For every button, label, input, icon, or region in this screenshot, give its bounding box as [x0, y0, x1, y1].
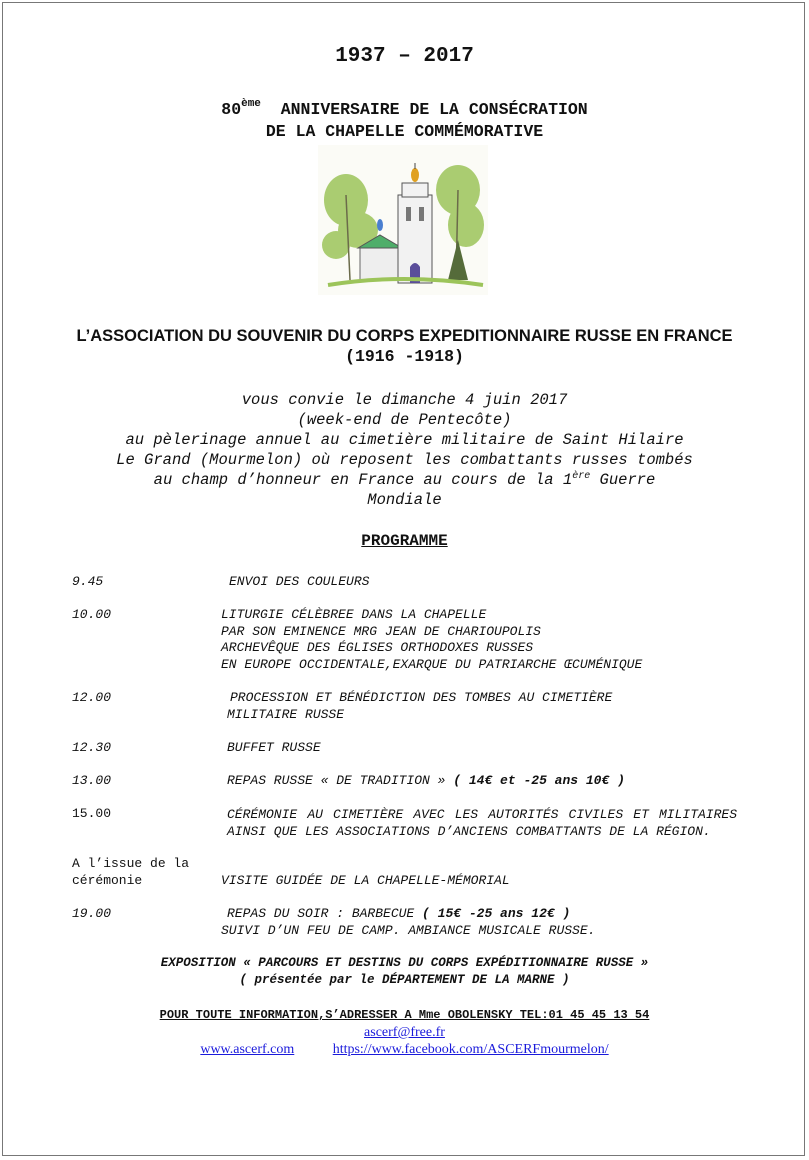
- programme-text: MILITAIRE RUSSE: [227, 707, 345, 722]
- association-years: (1916 -1918): [345, 347, 464, 366]
- exposition-title: EXPOSITION « PARCOURS ET DESTINS DU CORPS EXPÉDITIONNAIRE RUSSE »: [160, 956, 649, 970]
- programme-text: ENVOI DES COULEURS: [229, 574, 370, 589]
- anniversary-line1: 80ème ANNIVERSAIRE DE LA CONSÉCRATION: [221, 98, 588, 119]
- website-link[interactable]: www.ascerf.com: [200, 1042, 295, 1057]
- programme-text: REPAS DU SOIR : BARBECUE ( 15€ -25 ans 12€ ): [227, 906, 571, 921]
- chapel-illustration: [318, 145, 488, 295]
- programme-time: 13.00: [72, 773, 112, 788]
- programme-text: CÉRÉMONIE AU CIMETIÈRE AVEC LES AUTORITÉS CIVILES ET MILITAIRES AINSI QUE LES ASSOCIATIONS D’ANCIENS COMBATTANTS DE LA RÉGION.: [227, 807, 737, 839]
- programme-time: 19.00: [72, 906, 112, 921]
- invitation-line: (week-end de Pentecôte): [297, 411, 512, 429]
- invitation-line: Le Grand (Mourmelon) où reposent les combattants russes tombés: [116, 451, 693, 469]
- programme-time: 12.00: [72, 690, 112, 705]
- email-link[interactable]: ascerf@free.fr: [364, 1025, 445, 1040]
- page-title: 1937 – 2017: [335, 45, 474, 68]
- programme-text: VISITE GUIDÉE DE LA CHAPELLE-MÉMORIAL: [221, 873, 510, 888]
- programme-text: REPAS RUSSE « DE TRADITION » ( 14€ et -25 ans 10€ ): [227, 773, 625, 788]
- programme-text: PROCESSION ET BÉNÉDICTION DES TOMBES AU CIMETIÈRE: [230, 690, 613, 705]
- programme-time: 9.45: [72, 574, 104, 589]
- programme-time: 15.00: [72, 806, 112, 821]
- programme-text: SUIVI D’UN FEU DE CAMP. AMBIANCE MUSICALE RUSSE.: [221, 923, 596, 938]
- programme-text: BUFFET RUSSE: [227, 740, 321, 755]
- price: ( 14€ et -25 ans 10€ ): [453, 773, 625, 788]
- programme-time: A l’issue de la: [72, 856, 190, 871]
- invitation-line: vous convie le dimanche 4 juin 2017: [241, 391, 568, 409]
- exposition-subtitle: ( présentée par le DÉPARTEMENT DE LA MARNE ): [239, 973, 570, 987]
- email-row: [0, 1023, 809, 1041]
- programme-text: LITURGIE CÉLÈBREE DANS LA CHAPELLE: [221, 607, 487, 622]
- programme-text: ARCHEVÊQUE DES ÉGLISES ORTHODOXES RUSSES: [221, 640, 534, 655]
- links-row: [0, 1040, 809, 1058]
- programme-time: 10.00: [72, 607, 112, 622]
- contact-info: POUR TOUTE INFORMATION,S’ADRESSER A Mme OBOLENSKY TEL:01 45 45 13 54: [159, 1008, 650, 1022]
- price: ( 15€ -25 ans 12€ ): [422, 906, 571, 921]
- programme-heading: PROGRAMME: [361, 532, 448, 550]
- invitation-line: au champ d’honneur en France au cours de la 1ère Guerre: [153, 471, 656, 490]
- association-name: L’ASSOCIATION DU SOUVENIR DU CORPS EXPEDITIONNAIRE RUSSE EN FRANCE: [76, 327, 733, 345]
- anniversary-line2: DE LA CHAPELLE COMMÉMORATIVE: [265, 122, 544, 141]
- invitation-line: Mondiale: [367, 491, 442, 509]
- programme-text: PAR SON EMINENCE MRG JEAN DE CHARIOUPOLIS: [221, 624, 541, 639]
- invitation-line: au pèlerinage annuel au cimetière militaire de Saint Hilaire: [125, 431, 684, 449]
- facebook-link[interactable]: https://www.facebook.com/ASCERFmourmelon/: [332, 1042, 609, 1057]
- programme-time: 12.30: [72, 740, 112, 755]
- programme-text: EN EUROPE OCCIDENTALE,EXARQUE DU PATRIARCHE ŒCUMÉNIQUE: [221, 657, 643, 672]
- programme-time: cérémonie: [72, 873, 143, 888]
